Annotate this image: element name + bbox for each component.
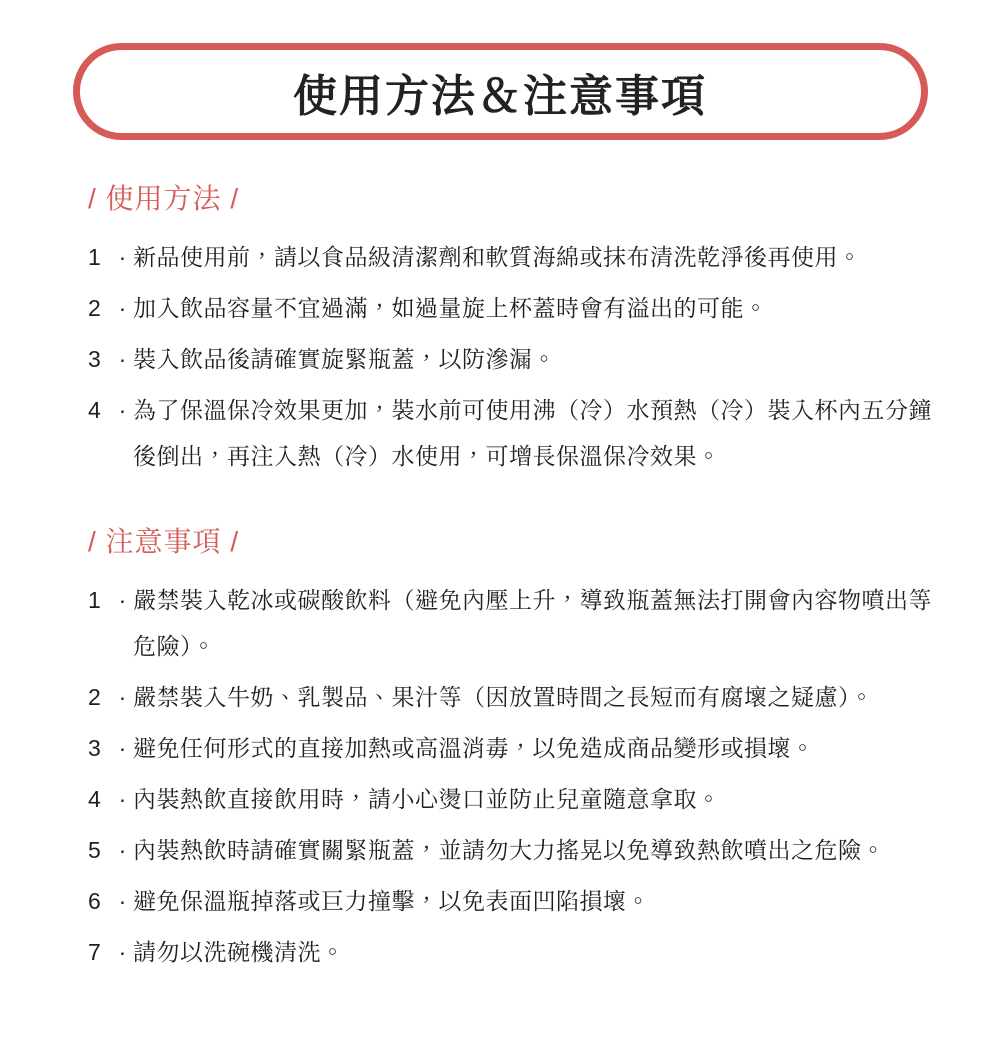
item-bullet: ·: [118, 684, 127, 710]
item-number: 3: [88, 346, 101, 372]
item-bullet: ·: [118, 939, 127, 965]
section-caution: [88, 525, 942, 975]
item-bullet: ·: [118, 346, 127, 372]
item-bullet: ·: [118, 587, 127, 613]
list-item: [88, 878, 942, 924]
list-item: [88, 285, 942, 331]
list-item: [88, 725, 942, 771]
item-number: 1: [88, 244, 101, 270]
item-number: 1: [88, 587, 101, 613]
item-text: 內裝熱飲直接飲用時，請小心燙口並防止兒童隨意拿取。: [133, 786, 721, 812]
item-bullet: ·: [118, 888, 127, 914]
list-item: [88, 827, 942, 873]
item-bullet: ·: [118, 735, 127, 761]
list-item: [88, 929, 942, 975]
item-bullet: ·: [118, 295, 127, 321]
item-number: 5: [88, 837, 101, 863]
list-item: [88, 234, 942, 280]
page-title: 使用方法＆注意事項: [293, 71, 707, 121]
item-number: 7: [88, 939, 101, 965]
list-item: [88, 336, 942, 382]
section-usage-heading: / 使用方法 /: [88, 183, 240, 214]
item-text: 嚴禁裝入牛奶、乳製品、果汁等（因放置時間之長短而有腐壞之疑慮）。: [133, 684, 874, 710]
item-text: 裝入飲品後請確實旋緊瓶蓋，以防滲漏。: [133, 346, 556, 372]
item-text: 避免保溫瓶掉落或巨力撞擊，以免表面凹陷損壞。: [133, 888, 650, 914]
section-caution-heading: / 注意事項 /: [88, 526, 240, 557]
item-bullet: ·: [118, 244, 127, 270]
item-text: 內裝熱飲時請確實關緊瓶蓋，並請勿大力搖晃以免導致熱飲噴出之危險。: [133, 837, 885, 863]
item-text: 嚴禁裝入乾冰或碳酸飲料（避免內壓上升，導致瓶蓋無法打開會內容物噴出等危險）。: [133, 587, 932, 659]
item-number: 3: [88, 735, 101, 761]
item-text: 請勿以洗碗機清洗。: [133, 939, 345, 965]
item-number: 4: [88, 786, 101, 812]
instructions-content: [0, 182, 1000, 975]
item-text: 避免任何形式的直接加熱或高溫消毒，以免造成商品變形或損壞。: [133, 735, 815, 761]
list-item: [88, 674, 942, 720]
item-number: 2: [88, 684, 101, 710]
item-number: 2: [88, 295, 101, 321]
list-item: [88, 577, 942, 669]
item-number: 4: [88, 397, 101, 423]
title-banner: [73, 43, 928, 140]
item-number: 6: [88, 888, 101, 914]
section-usage: [88, 182, 942, 479]
item-bullet: ·: [118, 837, 127, 863]
item-text: 新品使用前，請以食品級清潔劑和軟質海綿或抹布清洗乾淨後再使用。: [133, 244, 862, 270]
item-bullet: ·: [118, 397, 127, 423]
item-text: 加入飲品容量不宜過滿，如過量旋上杯蓋時會有溢出的可能。: [133, 295, 768, 321]
item-bullet: ·: [118, 786, 127, 812]
item-text: 為了保溫保冷效果更加，裝水前可使用沸（冷）水預熱（冷）裝入杯內五分鐘後倒出，再注入熱（冷）水使用，可增長保溫保冷效果。: [133, 397, 932, 469]
list-item: [88, 776, 942, 822]
list-item: [88, 387, 942, 479]
